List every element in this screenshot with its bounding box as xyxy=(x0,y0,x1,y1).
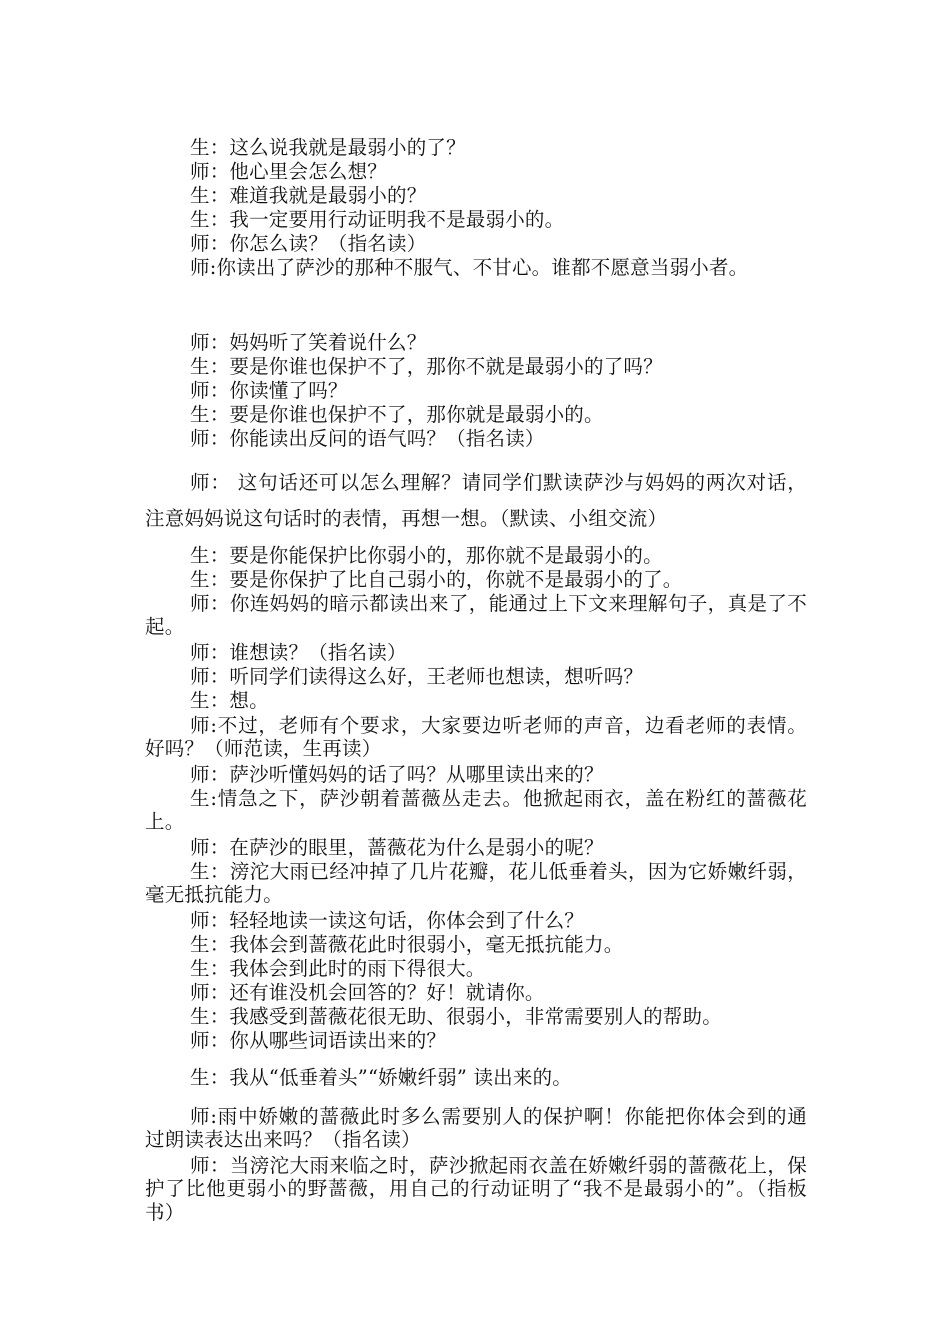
paragraph: 生：我感受到蔷薇花很无助、很弱小，非常需要别人的帮助。 xyxy=(190,1004,722,1028)
paragraph: 师：当滂沱大雨来临之时，萨沙掀起雨衣盖在娇嫩纤弱的蔷薇花上，保护了比他更弱小的野蔷薇，用自己的行动证明了“我不是最弱小的”。（指板书） xyxy=(145,1153,807,1224)
paragraph: 师:你读出了萨沙的那种不服气、不甘心。谁都不愿意当弱小者。 xyxy=(190,255,749,279)
paragraph: 生：滂沱大雨已经冲掉了几片花瓣，花儿低垂着头，因为它娇嫩纤弱，毫无抵抗能力。 xyxy=(145,859,807,906)
paragraph: 师：你读懂了吗？ xyxy=(190,378,348,402)
paragraph: 师:不过，老师有个要求，大家要边听老师的声音，边看老师的表情。好吗？（师范读，生再读） xyxy=(145,713,807,760)
paragraph: 师：你从哪些词语读出来的？ xyxy=(190,1028,447,1052)
paragraph: 生：我一定要用行动证明我不是最弱小的。 xyxy=(190,207,565,231)
paragraph: 生：要是你保护了比自己弱小的，你就不是最弱小的了。 xyxy=(190,567,683,591)
paragraph: 生：要是你能保护比你弱小的，那你就不是最弱小的。 xyxy=(190,543,663,567)
paragraph: 生：我体会到蔷薇花此时很弱小，毫无抵抗能力。 xyxy=(190,932,624,956)
paragraph: 师：你连妈妈的暗示都读出来了，能通过上下文来理解句子，真是了不起。 xyxy=(145,591,807,638)
paragraph: 生：想。 xyxy=(190,688,269,712)
paragraph: 师：还有谁没机会回答的？好！就请你。 xyxy=(190,980,545,1004)
paragraph: 师：轻轻地读一读这句话，你体会到了什么？ xyxy=(190,908,585,932)
paragraph: 生:情急之下，萨沙朝着蔷薇丛走去。他掀起雨衣，盖在粉红的蔷薇花上。 xyxy=(145,786,807,833)
paragraph: 生：这么说我就是最弱小的了？ xyxy=(190,135,466,159)
paragraph: 生：要是你谁也保护不了，那你就是最弱小的。 xyxy=(190,402,604,426)
paragraph: 师：在萨沙的眼里，蔷薇花为什么是弱小的呢？ xyxy=(190,835,604,859)
paragraph: 师：你怎么读？（指名读） xyxy=(190,231,427,255)
paragraph: 师：他心里会怎么想？ xyxy=(190,159,388,183)
paragraph: 师：你能读出反问的语气吗？（指名读） xyxy=(190,426,545,450)
paragraph: 生：难道我就是最弱小的？ xyxy=(190,183,427,207)
paragraph: 师:雨中娇嫩的蔷薇此时多么需要别人的保护啊！你能把你体会到的通过朗读表达出来吗？（指名读） xyxy=(145,1104,807,1151)
paragraph: 生：我体会到此时的雨下得很大。 xyxy=(190,956,486,980)
paragraph: 师：听同学们读得这么好，王老师也想读，想听吗？ xyxy=(190,664,644,688)
paragraph: 师：妈妈听了笑着说什么？ xyxy=(190,330,427,354)
paragraph: 师：萨沙听懂妈妈的话了吗？从哪里读出来的？ xyxy=(190,762,604,786)
paragraph: 生：我从“低垂着头”“娇嫩纤弱” 读出来的。 xyxy=(190,1065,572,1089)
paragraph: 师： 这句话还可以怎么理解？请同学们默读萨沙与妈妈的两次对话，注意妈妈说这句话时的表情，再想一想。（默读、小组交流） xyxy=(145,470,807,530)
paragraph: 师：谁想读？（指名读） xyxy=(190,640,407,664)
paragraph: 生：要是你谁也保护不了，那你不就是最弱小的了吗？ xyxy=(190,354,663,378)
